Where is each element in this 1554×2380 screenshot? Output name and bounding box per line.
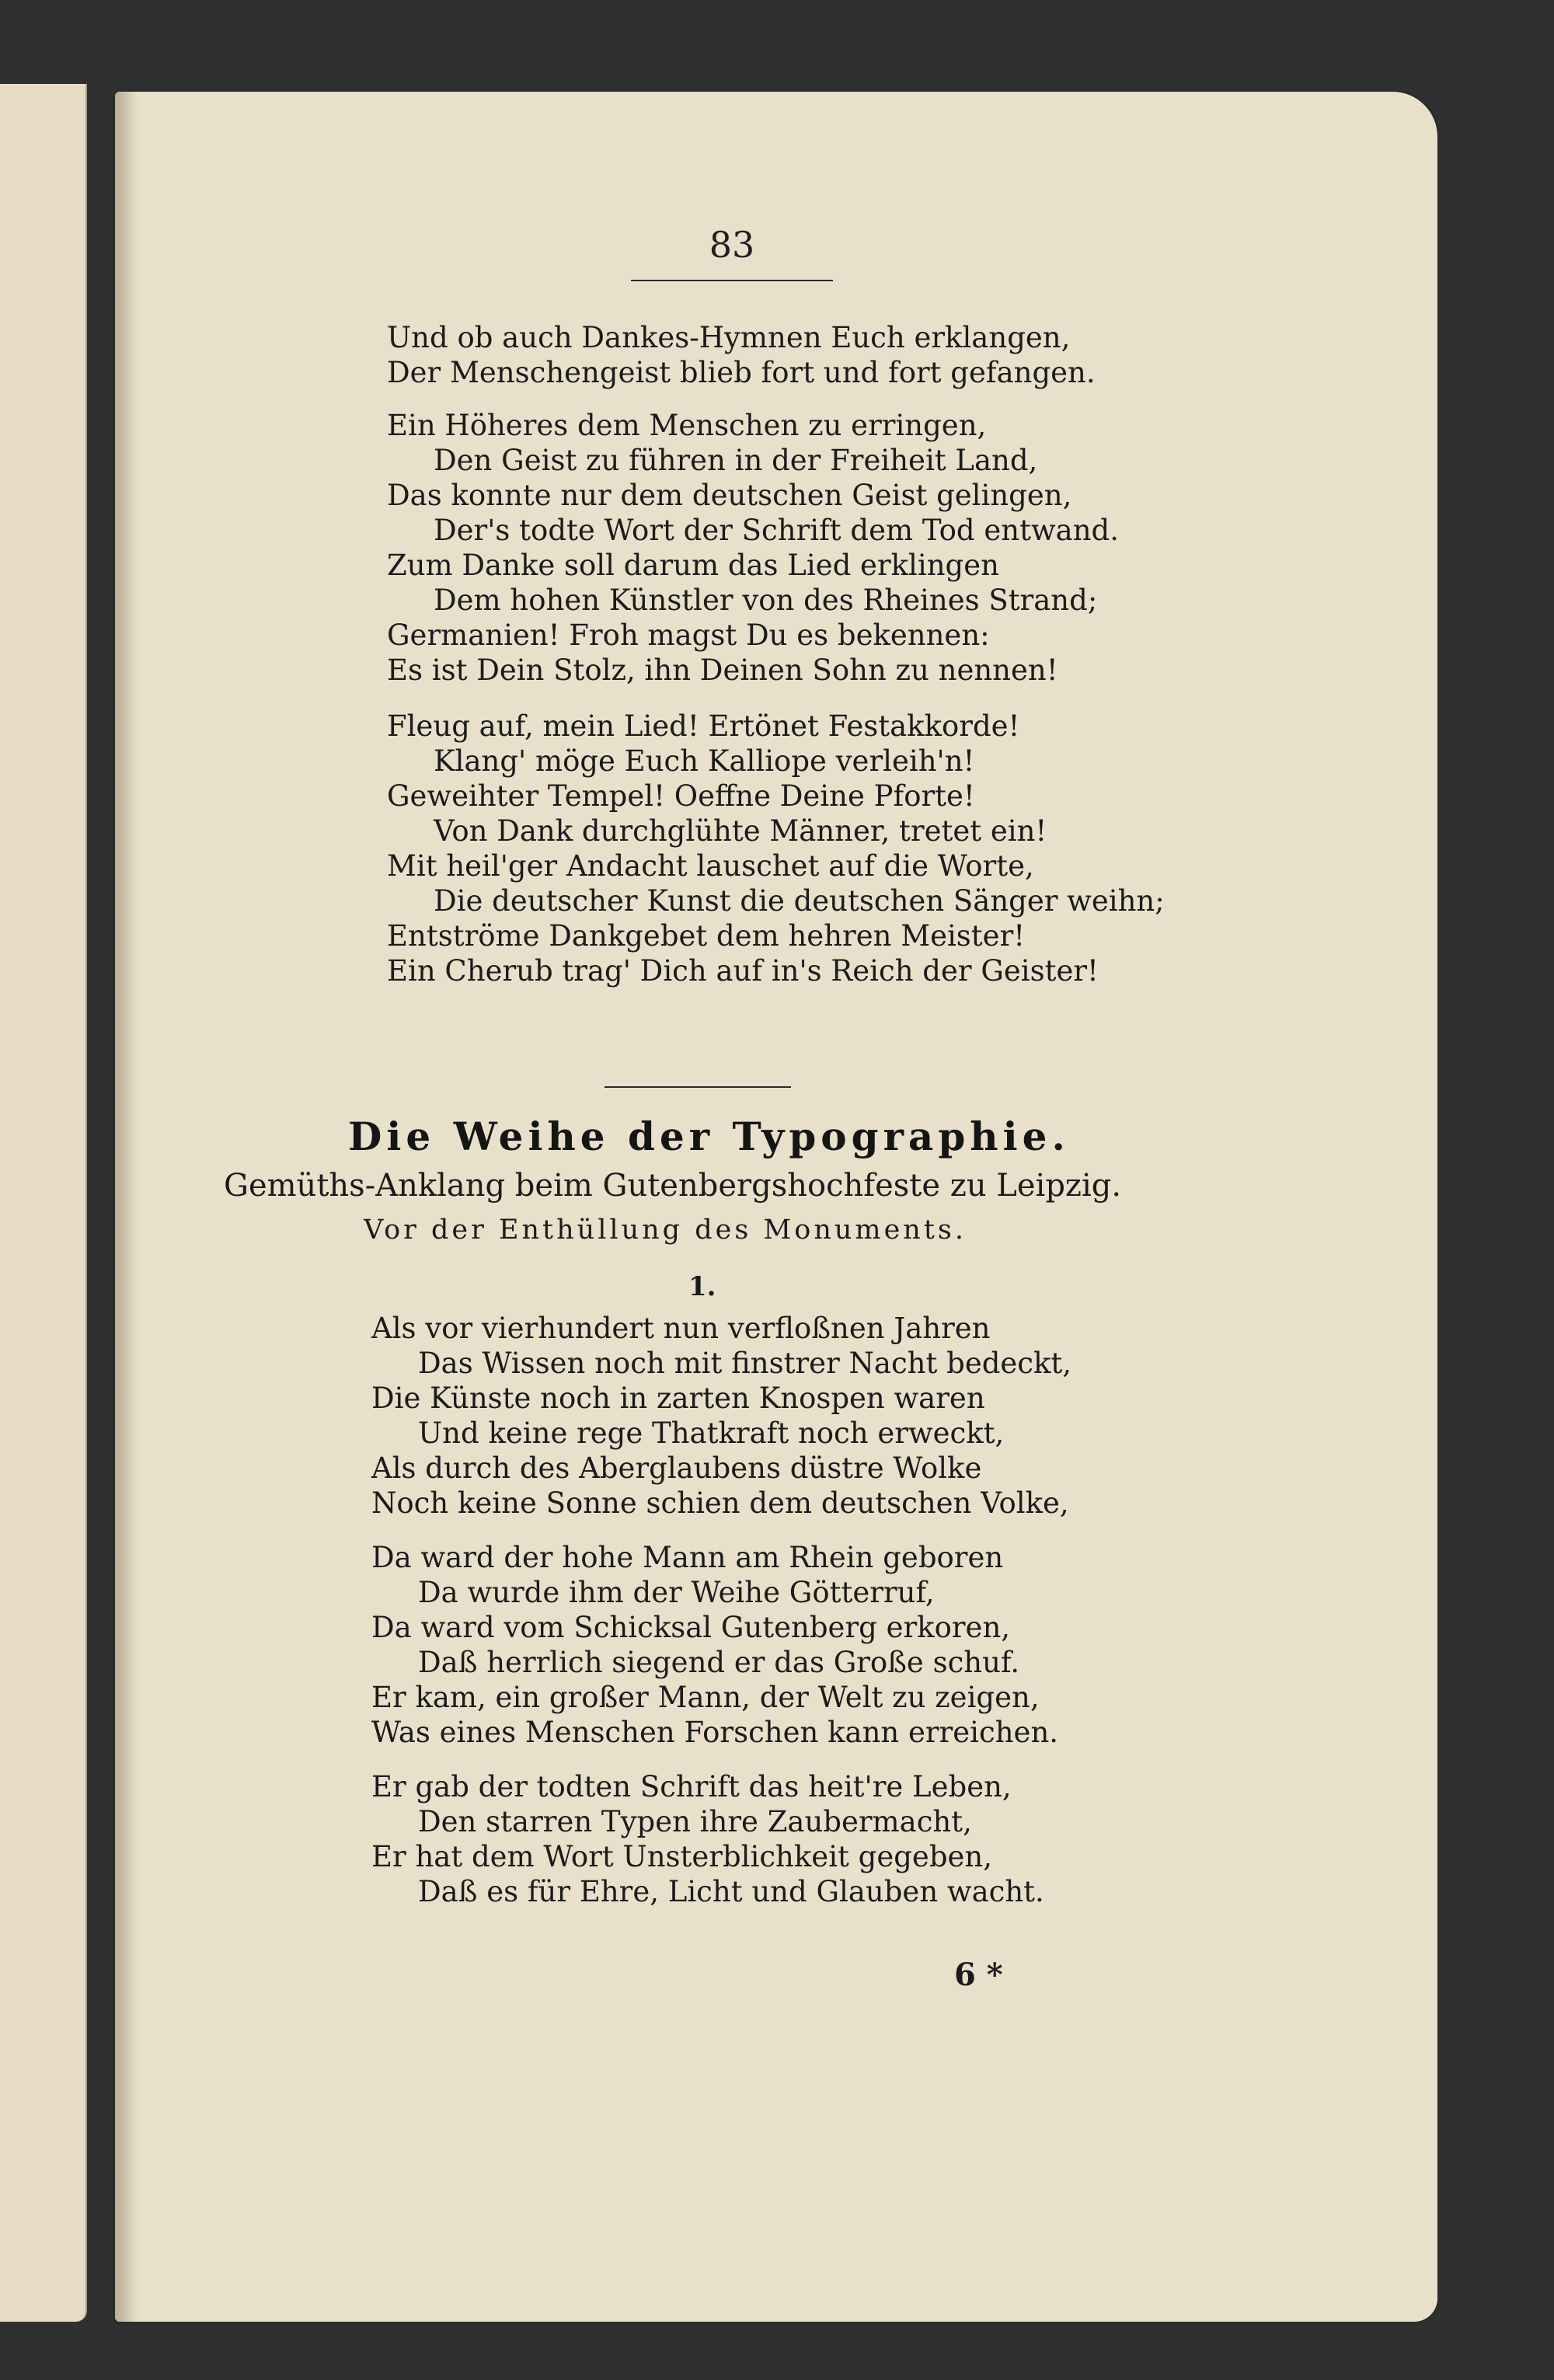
verse-line: Das Wissen noch mit finstrer Nacht bedeckt,: [418, 1347, 1072, 1380]
verse-line: Da ward der hohe Mann am Rhein geboren: [371, 1541, 1004, 1574]
verse-line: Als durch des Aberglaubens düstre Wolke: [371, 1451, 982, 1485]
verse-line: Und keine rege Thatkraft noch erweckt,: [418, 1417, 1005, 1450]
section-rule: [605, 1086, 791, 1088]
verse-line: Er hat dem Wort Unsterblichkeit gegeben,: [371, 1840, 992, 1873]
book-page: [115, 92, 1437, 2322]
verse-line: Noch keine Sonne schien dem deutschen Volke,: [371, 1486, 1069, 1520]
verse-line: Das konnte nur dem deutschen Geist gelingen,: [387, 479, 1072, 512]
verse-line: Er gab der todten Schrift das heit're Leben,: [371, 1770, 1012, 1803]
verse-line: Er kam, ein großer Mann, der Welt zu zeigen,: [371, 1681, 1040, 1714]
verse-line: Die deutscher Kunst die deutschen Sänger weihn;: [434, 884, 1165, 918]
verse-line: Mit heil'ger Andacht lauschet auf die Worte,: [387, 849, 1034, 883]
verse-line: Dem hohen Künstler von des Rheines Strand;: [434, 584, 1098, 617]
verse-line: Daß es für Ehre, Licht und Glauben wacht.: [418, 1875, 1044, 1908]
poem-occasion: Vor der Enthüllung des Monuments.: [364, 1214, 967, 1246]
verse-line: Der's todte Wort der Schrift dem Tod entwand.: [434, 514, 1119, 547]
verse-line: Was eines Menschen Forschen kann erreichen.: [371, 1716, 1059, 1749]
verse-line: Es ist Dein Stolz, ihn Deinen Sohn zu nennen!: [387, 653, 1058, 687]
verse-line: Und ob auch Dankes-Hymnen Euch erklangen,: [387, 321, 1071, 354]
verse-line: Die Künste noch in zarten Knospen waren: [371, 1382, 985, 1415]
page-number: 83: [709, 224, 755, 266]
poem-subtitle: Gemüths-Anklang beim Gutenbergshochfeste zu Leipzig.: [224, 1168, 1122, 1204]
verse-line: Als vor vierhundert nun verfloßnen Jahren: [371, 1312, 991, 1345]
signature-mark: 6 *: [954, 1957, 1003, 1993]
verse-line: Der Menschengeist blieb fort und fort gefangen.: [387, 356, 1096, 389]
page-gutter: [115, 92, 138, 2322]
verse-line: Zum Danke soll darum das Lied erklingen: [387, 549, 999, 582]
verse-line: Da ward vom Schicksal Gutenberg erkoren,: [371, 1611, 1011, 1644]
verse-line: Ein Cherub trag' Dich auf in's Reich der Geister!: [387, 954, 1099, 988]
verse-line: Den starren Typen ihre Zaubermacht,: [418, 1805, 972, 1838]
previous-page-edge: [0, 84, 87, 2322]
verse-line: Geweihter Tempel! Oeffne Deine Pforte!: [387, 779, 975, 813]
verse-line: Entströme Dankgebet dem hehren Meister!: [387, 919, 1026, 953]
poem-title: Die Weihe der Typographie.: [348, 1113, 1070, 1159]
verse-line: Klang' möge Euch Kalliope verleih'n!: [434, 744, 975, 778]
verse-line: Den Geist zu führen in der Freiheit Land,: [434, 444, 1038, 477]
verse-line: Fleug auf, mein Lied! Ertönet Festakkorde!: [387, 709, 1020, 743]
verse-line: Ein Höheres dem Menschen zu erringen,: [387, 409, 987, 442]
verse-line: Von Dank durchglühte Männer, tretet ein!: [434, 814, 1047, 848]
verse-line: Da wurde ihm der Weihe Götterruf,: [418, 1576, 935, 1609]
header-rule: [631, 280, 833, 281]
section-number: 1.: [688, 1271, 716, 1302]
verse-line: Germanien! Froh magst Du es bekennen:: [387, 619, 990, 652]
verse-line: Daß herrlich siegend er das Große schuf.: [418, 1646, 1020, 1679]
